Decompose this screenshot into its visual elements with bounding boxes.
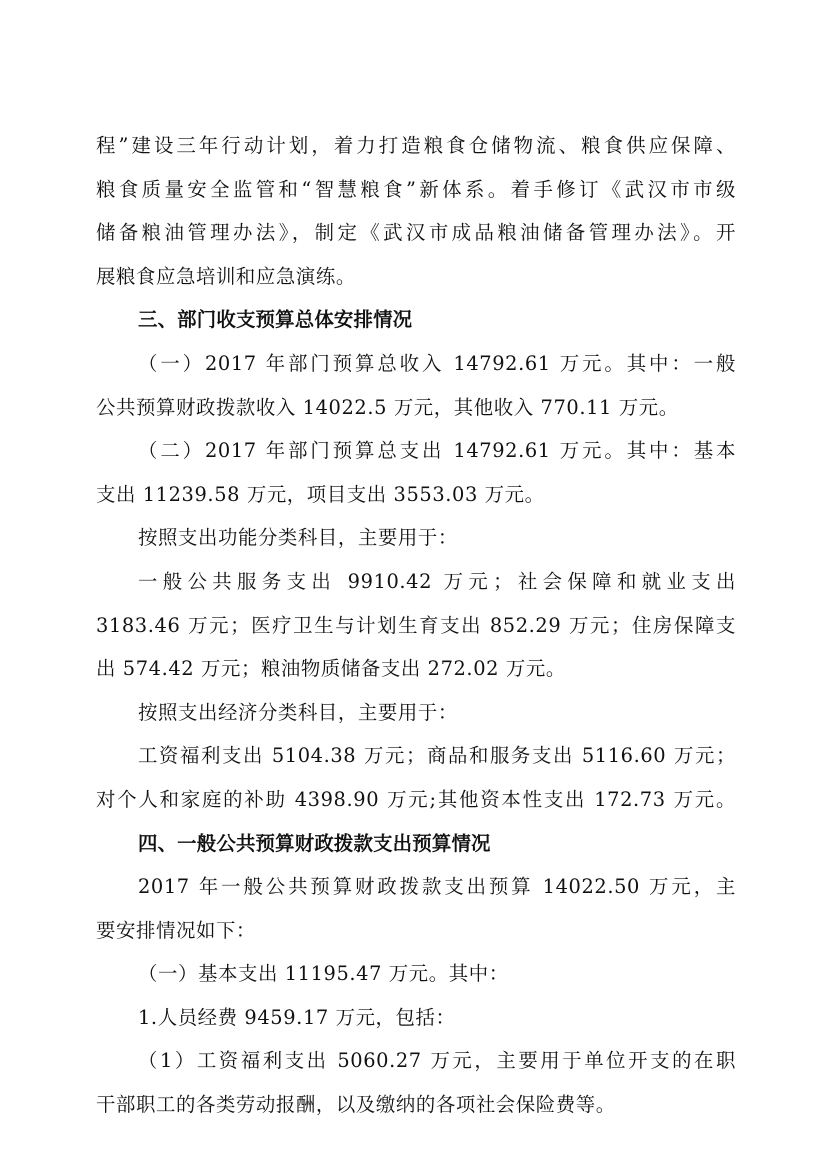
paragraph-line: 一般公共服务支出 9910.42 万元；社会保障和就业支出 <box>138 569 736 593</box>
paragraph-line: 对个人和家庭的补助 4398.90 万元;其他资本性支出 172.73 万元。 <box>96 787 736 811</box>
paragraph-line: 公共预算财政拨款收入 14022.5 万元，其他收入 770.11 万元。 <box>96 395 679 419</box>
paragraph-line: 粮食质量安全监管和“智慧粮食”新体系。着手修订《武汉市市级 <box>96 177 736 201</box>
paragraph-line: 出 574.42 万元；粮油物质储备支出 272.02 万元。 <box>96 657 566 681</box>
paragraph-line: 干部职工的各类劳动报酬，以及缴纳的各项社会保险费等。 <box>96 1093 616 1117</box>
paragraph-line: 3183.46 万元；医疗卫生与计划生育支出 852.29 万元；住房保障支 <box>96 613 736 637</box>
paragraph-line: 展粮食应急培训和应急演练。 <box>96 264 356 288</box>
section-heading-3: 三、部门收支预算总体安排情况 <box>138 308 413 332</box>
paragraph-line: 1.人员经费 9459.17 万元，包括： <box>138 1005 456 1029</box>
paragraph-line: （二）2017 年部门预算总支出 14792.61 万元。其中：基本 <box>138 439 736 463</box>
paragraph-line: 储备粮油管理办法》，制定《武汉市成品粮油储备管理办法》。开 <box>96 221 736 245</box>
paragraph-line: 按照支出功能分类科目，主要用于： <box>138 526 458 550</box>
paragraph-line: 按照支出经济分类科目，主要用于： <box>138 700 458 724</box>
paragraph-line: 2017 年一般公共预算财政拨款支出预算 14022.50 万元，主 <box>138 875 736 899</box>
paragraph-line: 程”建设三年行动计划，着力打造粮食仓储物流、粮食供应保障、 <box>96 134 736 157</box>
paragraph-line: （1）工资福利支出 5060.27 万元，主要用于单位开支的在职 <box>138 1049 736 1073</box>
paragraph-line: 要安排情况如下： <box>96 918 256 942</box>
section-heading-4: 四、一般公共预算财政拨款支出预算情况 <box>138 831 491 855</box>
paragraph-line: （一）2017 年部门预算总收入 14792.61 万元。其中：一般 <box>138 351 736 375</box>
paragraph-line: 工资福利支出 5104.38 万元；商品和服务支出 5116.60 万元； <box>138 744 736 768</box>
paragraph-line: （一）基本支出 11195.47 万元。其中： <box>138 962 509 986</box>
document-body <box>96 124 736 1127</box>
paragraph-line: 支出 11239.58 万元，项目支出 3553.03 万元。 <box>96 482 545 506</box>
